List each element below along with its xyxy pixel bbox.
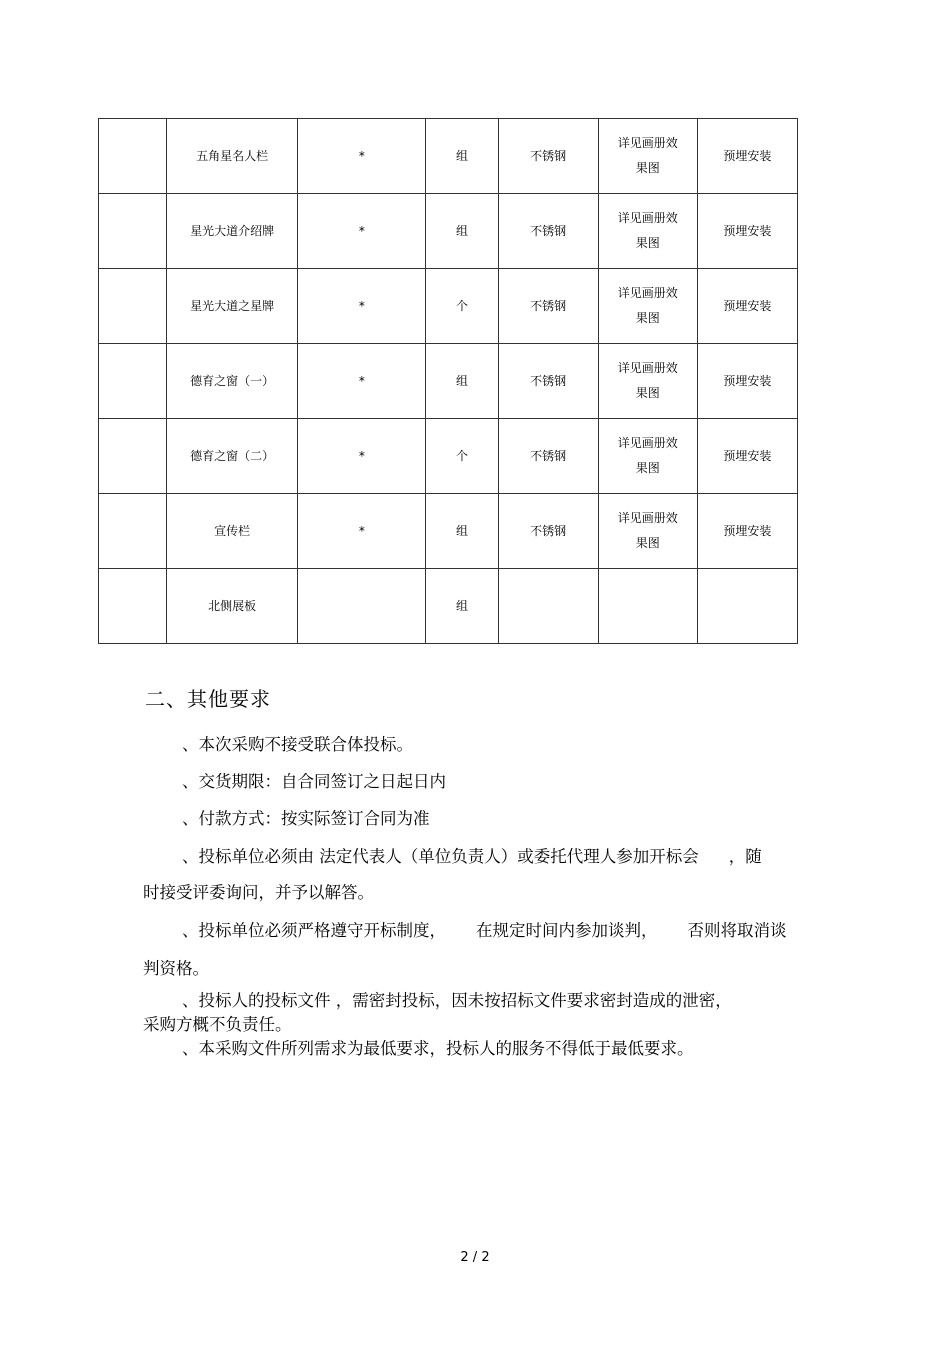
qty-cell: * — [298, 344, 426, 419]
effect-cell — [598, 419, 697, 494]
unit-cell: 组 — [426, 344, 498, 419]
effect-line-1: 详见画册效 — [617, 211, 678, 225]
table-row — [99, 419, 798, 494]
unit-cell: 个 — [426, 269, 498, 344]
effect-cell — [598, 119, 697, 194]
item-name: 宣传栏 — [167, 494, 298, 569]
unit-cell: 个 — [426, 419, 498, 494]
effect-line-1: 详见画册效 — [617, 511, 678, 525]
effect-line-1: 详见画册效 — [617, 361, 678, 375]
install-cell — [697, 569, 797, 644]
requirement-4-line-2: 时接受评委询问，并予以解答。 — [143, 883, 374, 902]
spec-table — [98, 118, 798, 644]
item-name: 星光大道之星牌 — [167, 269, 298, 344]
qty-cell — [298, 569, 426, 644]
install-cell: 预埋安装 — [697, 269, 797, 344]
item-name: 星光大道介绍牌 — [167, 194, 298, 269]
install-cell: 预埋安装 — [697, 494, 797, 569]
requirement-6-line-2: 采购方概不负责任。 — [143, 1015, 292, 1034]
effect-cell — [598, 269, 697, 344]
requirement-5-line-1 — [182, 917, 787, 941]
requirement-7: 、本采购文件所列需求为最低要求，投标人的服务不得低于最低要求。 — [182, 1039, 694, 1058]
effect-line-1: 详见画册效 — [617, 436, 678, 450]
qty-cell: * — [298, 419, 426, 494]
item-name: 五角星名人栏 — [167, 119, 298, 194]
requirement-5-line-2: 判资格。 — [143, 959, 209, 978]
requirement-5-text: 、投标单位必须严格遵守开标制度， — [182, 921, 446, 940]
index-cell — [99, 269, 167, 344]
unit-cell: 组 — [426, 119, 498, 194]
table-row — [99, 344, 798, 419]
table-row — [99, 494, 798, 569]
install-cell: 预埋安装 — [697, 419, 797, 494]
requirement-5-mid: 在规定时间内参加谈判， — [476, 921, 658, 940]
material-cell — [498, 569, 598, 644]
item-name: 德育之窗（一） — [167, 344, 298, 419]
effect-cell — [598, 569, 697, 644]
requirement-2: 、交货期限：自合同签订之日起日内 — [182, 772, 446, 791]
effect-line-2: 果图 — [635, 161, 660, 175]
unit-cell: 组 — [426, 494, 498, 569]
requirement-4-line-1 — [182, 843, 762, 867]
effect-cell — [598, 344, 697, 419]
index-cell — [99, 344, 167, 419]
requirement-3: 、付款方式：按实际签订合同为准 — [182, 809, 430, 828]
requirement-5-tail: 否则将取消谈 — [687, 921, 787, 940]
index-cell — [99, 119, 167, 194]
effect-line-2: 果图 — [635, 461, 660, 475]
effect-line-1: 详见画册效 — [617, 286, 678, 300]
page-number: 2 / 2 — [460, 1250, 490, 1265]
effect-line-1: 详见画册效 — [617, 136, 678, 150]
requirement-1: 、本次采购不接受联合体投标。 — [182, 735, 413, 754]
index-cell — [99, 194, 167, 269]
effect-line-2: 果图 — [635, 311, 660, 325]
material-cell: 不锈钢 — [498, 494, 598, 569]
material-cell: 不锈钢 — [498, 119, 598, 194]
qty-cell: * — [298, 119, 426, 194]
install-cell: 预埋安装 — [697, 194, 797, 269]
requirement-4-tail: ，随 — [728, 847, 762, 866]
requirement-6-line-1: 、投标人的投标文件 ，需密封投标，因未按招标文件要求密封造成的泄密， — [182, 991, 732, 1010]
index-cell — [99, 494, 167, 569]
table-row — [99, 119, 798, 194]
unit-cell: 组 — [426, 194, 498, 269]
qty-cell: * — [298, 194, 426, 269]
requirement-4-text: 、投标单位必须由 法定代表人（单位负责人）或委托代理人参加开标会 — [182, 847, 699, 866]
item-name: 北侧展板 — [167, 569, 298, 644]
unit-cell: 组 — [426, 569, 498, 644]
index-cell — [99, 419, 167, 494]
material-cell: 不锈钢 — [498, 269, 598, 344]
effect-cell — [598, 494, 697, 569]
table-row — [99, 269, 798, 344]
install-cell: 预埋安装 — [697, 119, 797, 194]
effect-line-2: 果图 — [635, 236, 660, 250]
table-row — [99, 194, 798, 269]
install-cell: 预埋安装 — [697, 344, 797, 419]
effect-line-2: 果图 — [635, 386, 660, 400]
qty-cell: * — [298, 269, 426, 344]
material-cell: 不锈钢 — [498, 344, 598, 419]
effect-line-2: 果图 — [635, 536, 660, 550]
effect-cell — [598, 194, 697, 269]
section-heading: 二、其他要求 — [145, 687, 271, 711]
material-cell: 不锈钢 — [498, 419, 598, 494]
qty-cell: * — [298, 494, 426, 569]
item-name: 德育之窗（二） — [167, 419, 298, 494]
table-row — [99, 569, 798, 644]
material-cell: 不锈钢 — [498, 194, 598, 269]
index-cell — [99, 569, 167, 644]
